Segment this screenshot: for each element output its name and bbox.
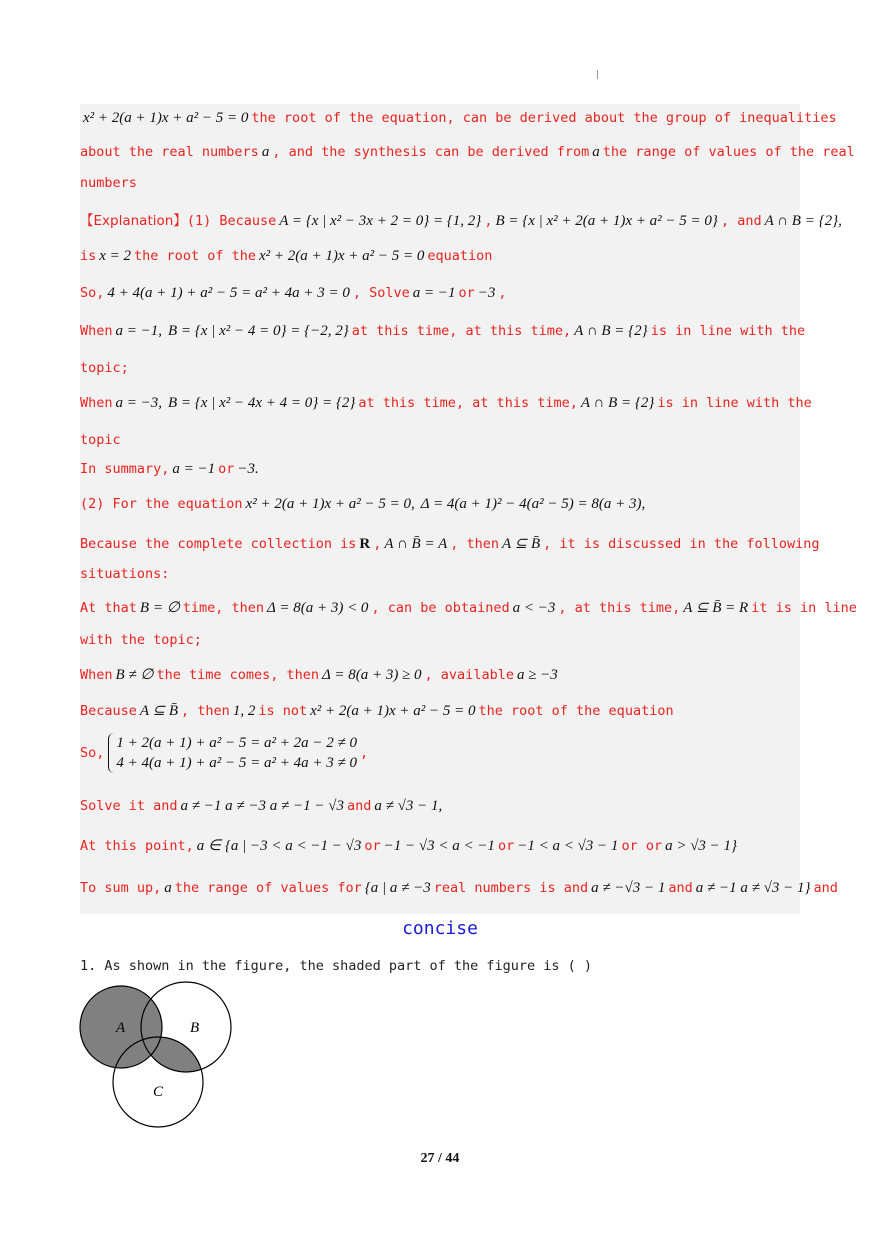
solution-line-17: When B ≠ ∅ the time comes, then Δ = 8(a + 3) ≥ 0 , available a ≥ −3 — [80, 667, 558, 683]
venn-label-b: B — [190, 1020, 200, 1036]
venn-diagram — [76, 978, 236, 1130]
solution-line-7: When a = −1, B = {x | x² − 4 = 0} = {−2, 2} at this time, at this time, A ∩ B = {2} is in line with the — [80, 323, 806, 339]
section-heading: concise — [402, 918, 478, 939]
header-mark — [597, 70, 598, 79]
question-1: 1. As shown in the figure, the shaded part of the figure is ( ) — [80, 958, 593, 974]
solution-line-11: In summary, a = −1 or −3. — [80, 461, 259, 477]
equation-system: 1 + 2(a + 1) + a² − 5 = a² + 2a − 2 ≠ 0 4 + 4(a + 1) + a² − 5 = a² + 4a + 3 ≠ 0 — [108, 733, 360, 773]
solution-line-18: Because A ⊆ B̄ , then 1, 2 is not x² + 2(a + 1)x + a² − 5 = 0 the root of the equation — [80, 703, 674, 719]
solution-line-5: is x = 2 the root of the x² + 2(a + 1)x + a² − 5 = 0 equation — [80, 248, 493, 264]
venn-label-c: C — [153, 1084, 164, 1100]
equation: x² + 2(a + 1)x + a² − 5 = 0 — [83, 110, 249, 126]
solution-line-19: So, 1 + 2(a + 1) + a² − 5 = a² + 2a − 2 ≠ 0 4 + 4(a + 1) + a² − 5 = a² + 4a + 3 ≠ 0 , — [80, 735, 369, 771]
solution-line-22: To sum up, a the range of values for {a | a ≠ −3 real numbers is and a ≠ −√3 − 1 and a ≠ −1 a ≠ √3 − 1} and — [80, 880, 838, 896]
solution-line-4: 【Explanation】(1) Because A = {x | x² − 3x + 2 = 0} = {1, 2} , B = {x | x² + 2(a + 1)x + a² − 5 = 0} , and A ∩ B = {2}, — [80, 213, 842, 229]
solution-line-3: numbers — [80, 175, 137, 191]
solution-line-6: So, 4 + 4(a + 1) + a² − 5 = a² + 4a + 3 = 0 , Solve a = −1 or −3 , — [80, 285, 507, 301]
solution-line-2: about the real numbers a , and the synthesis can be derived from a the range of values of the real — [80, 144, 855, 160]
solution-line-9: When a = −3, B = {x | x² − 4x + 4 = 0} = {2} at this time, at this time, A ∩ B = {2} is in line with the — [80, 395, 812, 411]
solution-line-16: with the topic; — [80, 632, 202, 648]
solution-line-21: At this point, a ∈ {a | −3 < a < −1 − √3 or −1 − √3 < a < −1 or −1 < a < √3 − 1 or or a > √3 − 1} — [80, 838, 738, 854]
venn-label-a: A — [116, 1020, 126, 1036]
solution-line-14: situations: — [80, 566, 170, 582]
solution-line-12: (2) For the equation x² + 2(a + 1)x + a² − 5 = 0, Δ = 4(a + 1)² − 4(a² − 5) = 8(a + 3), — [80, 496, 646, 512]
solution-line-10: topic — [80, 432, 121, 448]
explanation-label: 【Explanation】 — [80, 213, 187, 229]
solution-line-15: At that B = ∅ time, then Δ = 8(a + 3) < 0 , can be obtained a < −3 , at this time, A ⊆ B̄ = R it is in line — [80, 600, 857, 616]
page-number: 27 / 44 — [420, 1151, 460, 1166]
solution-line-8: topic; — [80, 360, 129, 376]
solution-line-1: x² + 2(a + 1)x + a² − 5 = 0 the root of the equation, can be derived about the group of inequalities — [83, 110, 837, 126]
solution-line-20: Solve it and a ≠ −1 a ≠ −3 a ≠ −1 − √3 and a ≠ √3 − 1, — [80, 798, 443, 814]
solution-line-13: Because the complete collection is R , A ∩ B̄ = A , then A ⊆ B̄ , it is discussed in the following — [80, 536, 820, 552]
